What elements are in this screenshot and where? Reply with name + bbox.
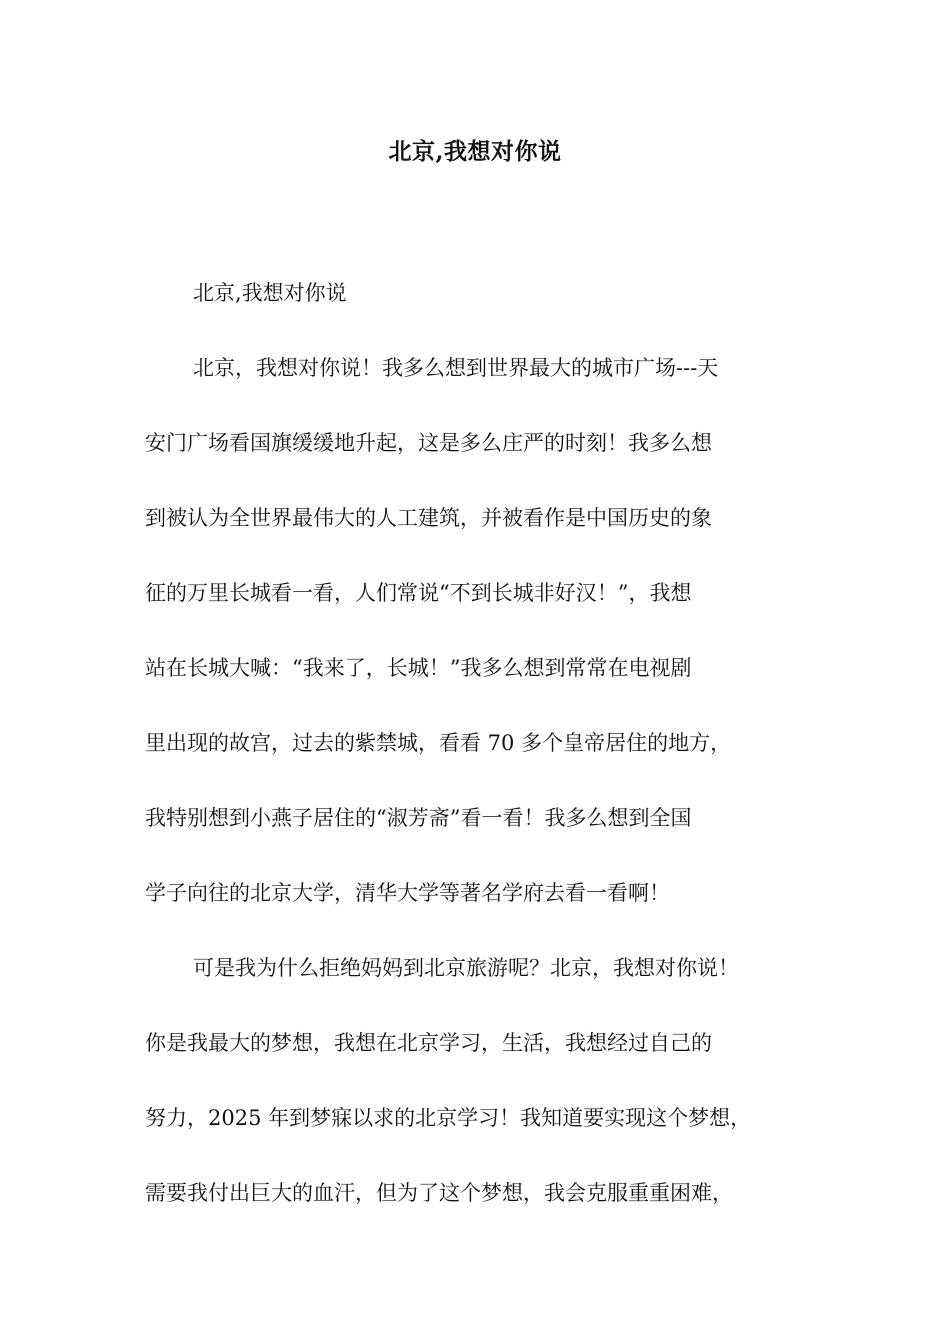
paragraph-2-line-2: 你是我最大的梦想，我想在北京学习，生活，我想经过自己的 xyxy=(145,1031,712,1055)
paragraph-2 xyxy=(145,931,825,1231)
paragraph-1-line-4: 征的万里长城看一看，人们常说“不到长城非好汉！”，我想 xyxy=(145,581,692,605)
subtitle-line: 北京,我想对你说 xyxy=(193,281,347,305)
paragraph-1-line-5: 站在长城大喊：“我来了，长城！”我多么想到常常在电视剧 xyxy=(145,656,692,680)
paragraph-2-line-1: 可是我为什么拒绝妈妈到北京旅游呢？北京，我想对你说！ xyxy=(193,956,739,980)
document-title: 北京,我想对你说 xyxy=(388,138,562,165)
paragraph-1-line-3: 到被认为全世界最伟大的人工建筑，并被看作是中国历史的象 xyxy=(145,506,712,530)
document-body xyxy=(145,256,825,1231)
paragraph-1-line-1: 北京，我想对你说！我多么想到世界最大的城市广场---天 xyxy=(193,356,719,380)
subtitle-paragraph xyxy=(145,256,825,331)
paragraph-2-line-3: 努力，2025 年到梦寐以求的北京学习！我知道要实现这个梦想， xyxy=(145,1106,752,1130)
paragraph-1 xyxy=(145,331,825,931)
paragraph-1-line-8: 学子向往的北京大学，清华大学等著名学府去看一看啊！ xyxy=(145,881,670,905)
paragraph-2-line-4: 需要我付出巨大的血汗，但为了这个梦想，我会克服重重困难， xyxy=(145,1181,733,1205)
paragraph-1-line-2: 安门广场看国旗缓缓地升起，这是多么庄严的时刻！我多么想 xyxy=(145,431,712,455)
paragraph-1-line-6: 里出现的故宫，过去的紫禁城，看看 70 多个皇帝居住的地方， xyxy=(145,731,732,755)
paragraph-1-line-7: 我特别想到小燕子居住的“淑芳斋”看一看！我多么想到全国 xyxy=(145,806,692,830)
